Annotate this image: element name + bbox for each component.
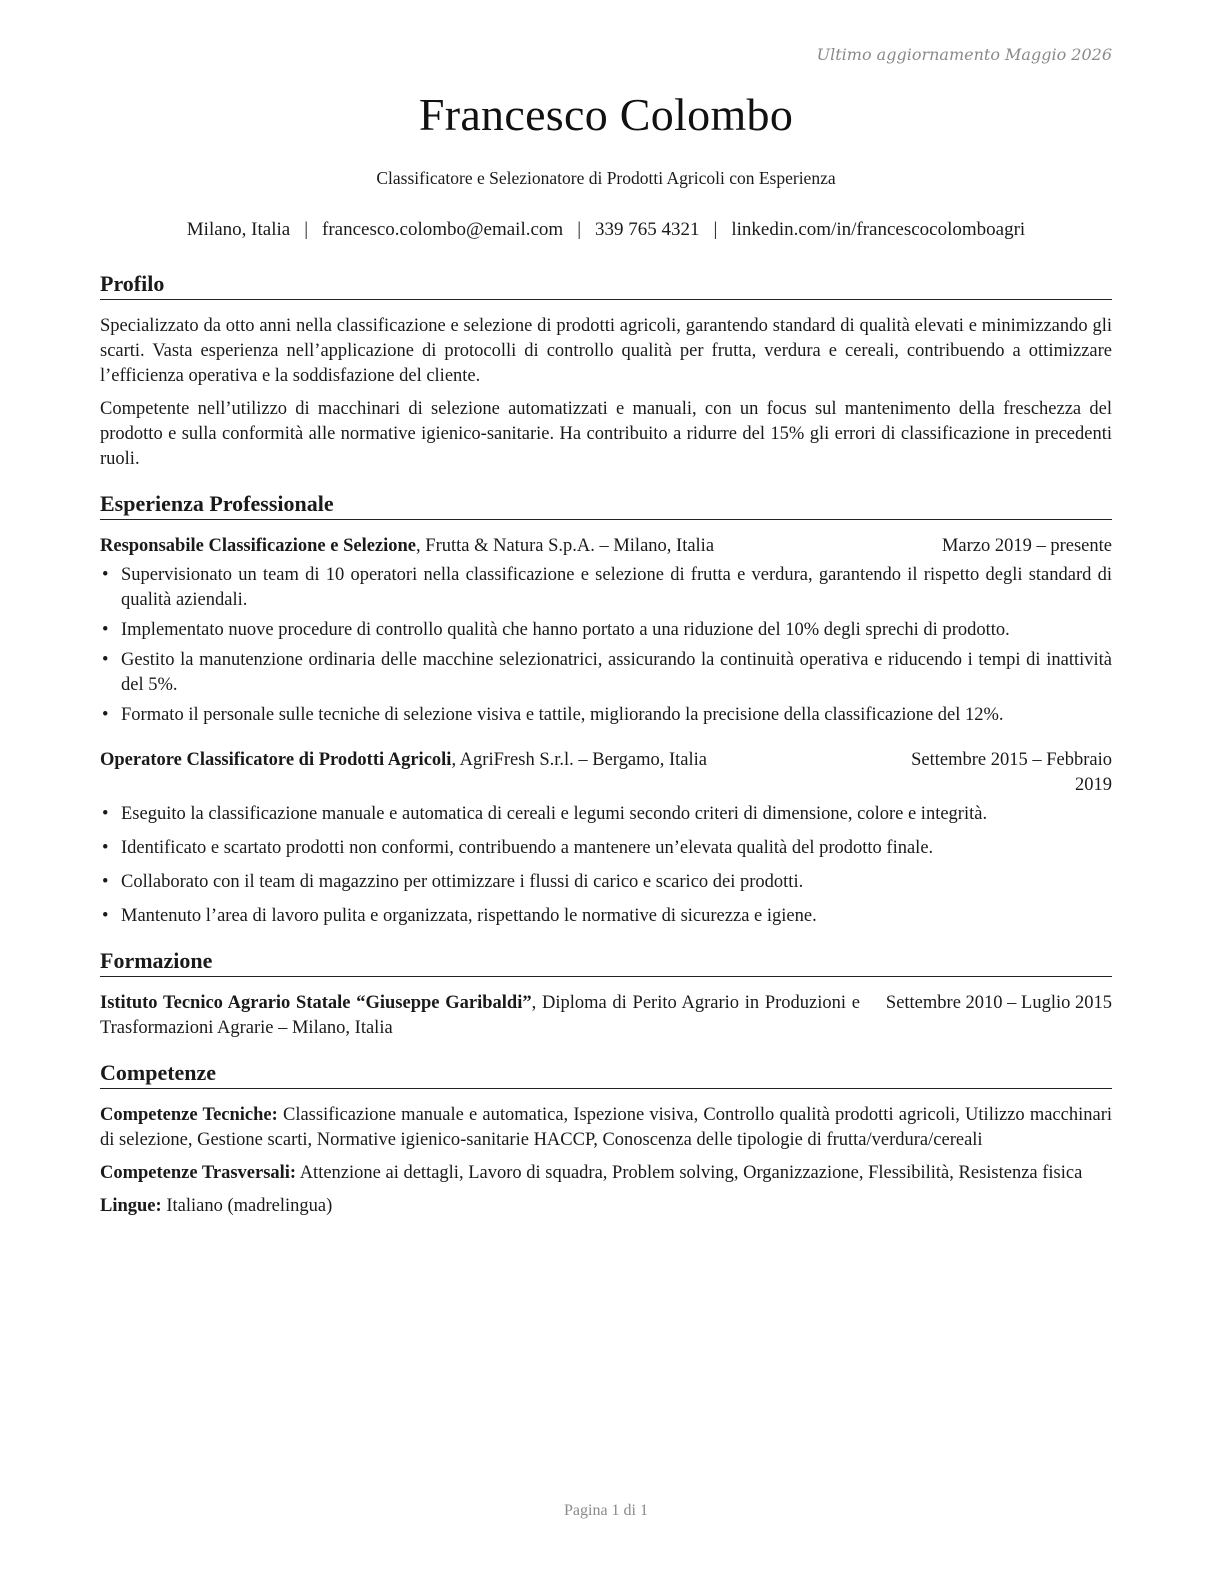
candidate-name: Francesco Colombo	[418, 89, 794, 140]
job-bullets	[100, 563, 1112, 728]
job-bullet: • Collaborato con il team di magazzino per ottimizzare i flussi di carico e scarico dei prodotti.	[100, 870, 1112, 895]
job-company: , Frutta & Natura S.p.A. – Milano, Italia	[416, 536, 715, 556]
education-entry	[100, 991, 1112, 1041]
contact-email[interactable]: francesco.colombo@email.com	[322, 219, 564, 240]
job-role: Responsabile Classificazione e Selezione	[100, 536, 417, 556]
experience-section	[100, 490, 1112, 929]
profile-paragraph: Specializzato da otto anni nella classificazione e selezione di prodotti agricoli, garantendo standard di qualità elevati e minimizzando gli scarti. Vasta esperienza nell’applicazione di protocolli di controllo qualità per frutta, verdura e cereali, contribuendo a ottimizzare l’efficienza operativa e la soddisfazione del cliente.	[100, 316, 1112, 386]
skill-value: Attenzione ai dettagli, Lavoro di squadra, Problem solving, Organizzazione, Flessibilità, Resistenza fisica	[296, 1163, 1083, 1183]
skill-group	[100, 1194, 1112, 1219]
job-company: , AgriFresh S.r.l. – Bergamo, Italia	[451, 750, 707, 770]
contact-separator: |	[304, 219, 309, 240]
job-bullet: • Supervisionato un team di 10 operatori nella classificazione e selezione di frutta e verdura, garantendo il rispetto degli standard di qualità aziendali.	[100, 563, 1112, 613]
contact-phone[interactable]: 339 765 4321	[595, 219, 700, 240]
job-entry	[100, 534, 1112, 728]
education-school: Istituto Tecnico Agrario Statale “Giuseppe Garibaldi”	[100, 993, 532, 1013]
job-header	[100, 534, 1112, 559]
contact-location: Milano, Italia	[186, 219, 291, 240]
education-detail: , Diploma di Perito Agrario in Produzioni e Trasformazioni Agrarie – Milano, Italia	[100, 993, 860, 1038]
section-title-skills: Competenze	[100, 1059, 1112, 1089]
education-section	[100, 947, 1112, 1041]
contact-separator: |	[577, 219, 582, 240]
job-bullets	[100, 802, 1112, 929]
skill-label: Competenze Trasversali:	[100, 1163, 297, 1183]
job-bullet: • Gestito la manutenzione ordinaria delle macchine selezionatrici, assicurando la continuità operativa e riducendo i tempi di inattività del 5%.	[100, 648, 1112, 698]
page-number: Pagina 1 di 1	[564, 1502, 648, 1519]
skill-label: Lingue:	[100, 1196, 162, 1216]
skill-label: Competenze Tecniche:	[100, 1105, 278, 1125]
candidate-headline: Classificatore e Selezionatore di Prodotti Agricoli con Esperienza	[376, 168, 836, 188]
skill-group	[100, 1161, 1112, 1186]
job-bullet: • Formato il personale sulle tecniche di selezione visiva e tattile, migliorando la precisione della classificazione del 12%.	[100, 703, 1112, 728]
contact-line	[0, 219, 1212, 241]
job-bullet: • Identificato e scartato prodotti non conformi, contribuendo a mantenere un’elevata qualità del prodotto finale.	[100, 836, 1112, 861]
job-bullet: • Eseguito la classificazione manuale e automatica di cereali e legumi secondo criteri di dimensione, colore e integrità.	[100, 802, 1112, 827]
education-dates: Settembre 2010 – Luglio 2015	[885, 993, 1112, 1013]
profile-section	[100, 270, 1112, 472]
section-title-profile: Profilo	[100, 270, 1112, 300]
contact-separator: |	[713, 219, 718, 240]
job-dates: Settembre 2015 – Febbraio 2019	[911, 750, 1112, 795]
skill-group	[100, 1103, 1112, 1153]
resume-body	[100, 270, 1112, 1227]
skills-section	[100, 1059, 1112, 1219]
skill-value: Classificazione manuale e automatica, Ispezione visiva, Controllo qualità prodotti agricoli, Utilizzo macchinari di selezione, Gestione scarti, Normative igienico-sanitarie HACCP, Conoscenza delle tipologie di frutta/verdura/cereali	[100, 1105, 1112, 1150]
section-title-experience: Esperienza Professionale	[100, 490, 1112, 520]
job-bullet: • Mantenuto l’area di lavoro pulita e organizzata, rispettando le normative di sicurezza e igiene.	[100, 904, 1112, 929]
job-header	[100, 748, 1112, 798]
skill-value: Italiano (madrelingua)	[161, 1196, 333, 1216]
job-dates: Marzo 2019 – presente	[941, 536, 1112, 556]
section-title-education: Formazione	[100, 947, 1112, 977]
job-entry	[100, 748, 1112, 929]
job-bullet: • Implementato nuove procedure di controllo qualità che hanno portato a una riduzione del 10% degli sprechi di prodotto.	[100, 618, 1112, 643]
contact-linkedin[interactable]: linkedin.com/in/francescocolomboagri	[731, 219, 1026, 240]
job-role: Operatore Classificatore di Prodotti Agricoli	[100, 750, 452, 770]
profile-paragraph: Competente nell’utilizzo di macchinari di selezione automatizzati e manuali, con un focus sul mantenimento della freschezza del prodotto e sulla conformità alle normative igienico-sanitarie. Ha contribuito a ridurre del 15% gli errori di classificazione in precedenti ruoli.	[100, 399, 1112, 469]
last-updated-note: Ultimo aggiornamento Maggio 2026	[816, 45, 1112, 64]
